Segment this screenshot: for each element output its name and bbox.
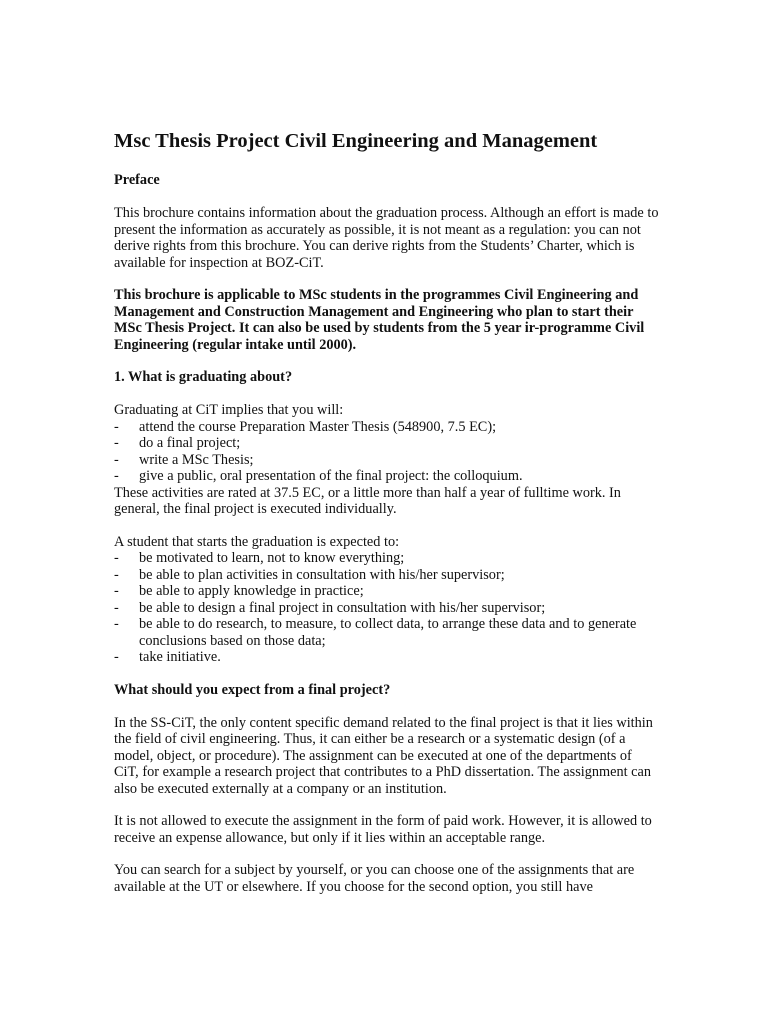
graduating-list bbox=[114, 419, 659, 485]
student-list bbox=[114, 550, 659, 666]
section1-heading: 1. What is graduating about? bbox=[114, 369, 293, 385]
list-item-text: write a MSc Thesis; bbox=[139, 451, 254, 468]
list-item bbox=[114, 600, 659, 617]
graduating-intro: Graduating at CiT implies that you will: bbox=[114, 402, 344, 418]
dash-bullet: - bbox=[114, 599, 119, 616]
list-item bbox=[114, 649, 659, 666]
preface-heading: Preface bbox=[114, 172, 160, 188]
list-item bbox=[114, 616, 659, 649]
list-item bbox=[114, 435, 659, 452]
search-paragraph: You can search for a subject by yourself, or you can choose one of the assignments that are available at the UT or elsewhere. If you choose for the second option, you still have bbox=[114, 862, 635, 895]
dash-bullet: - bbox=[114, 616, 119, 632]
list-item-text: be able to plan activities in consultation with his/her supervisor; bbox=[139, 566, 505, 583]
list-item bbox=[114, 567, 659, 584]
list-item-text: give a public, oral presentation of the final project: the colloquium. bbox=[139, 468, 523, 484]
list-item-text: be able to design a final project in consultation with his/her supervisor; bbox=[139, 599, 546, 616]
document-title: Msc Thesis Project Civil Engineering and Management bbox=[114, 130, 598, 152]
list-item-text: be motivated to learn, not to know everything; bbox=[139, 550, 405, 566]
paid-work-paragraph: It is not allowed to execute the assignment in the form of paid work. However, it is allowed to receive an expense allowance, but only if it lies within an acceptable range. bbox=[114, 813, 652, 846]
dash-bullet: - bbox=[114, 451, 119, 468]
list-item bbox=[114, 583, 659, 600]
list-item-text: take initiative. bbox=[139, 649, 221, 665]
dash-bullet: - bbox=[114, 550, 119, 566]
dash-bullet: - bbox=[114, 468, 119, 484]
graduating-after-paragraph: These activities are rated at 37.5 EC, or a little more than half a year of fulltime work. In general, the final project is executed individually. bbox=[114, 484, 621, 517]
list-item-text: do a final project; bbox=[139, 435, 241, 451]
section2-heading: What should you expect from a final project? bbox=[114, 681, 391, 698]
ss-cit-paragraph: In the SS-CiT, the only content specific demand related to the final project is that it lies within the field of civil engineering. Thus, it can either be a research or a systematic design (of a model, object, or procedure). The assignment can be executed at one of the departments of CiT, for example a research project that contributes to a PhD dissertation. The assignment can also be executed externally at a company or an institution. bbox=[114, 714, 653, 797]
list-item bbox=[114, 468, 659, 485]
list-item bbox=[114, 452, 659, 469]
list-item bbox=[114, 419, 659, 436]
dash-bullet: - bbox=[114, 566, 119, 583]
student-intro: A student that starts the graduation is expected to: bbox=[114, 533, 400, 550]
list-item-text: be able to do research, to measure, to collect data, to arrange these data and to generate conclusions based on those data; bbox=[139, 616, 637, 649]
applicability-paragraph: This brochure is applicable to MSc students in the programmes Civil Engineering and Management and Construction Management and Engineering who plan to start their MSc Thesis Project. It can also be used by students from the 5 year ir-programme Civil Engineering (regular intake until 2000). bbox=[114, 287, 645, 353]
preface-paragraph: This brochure contains information about the graduation process. Although an effort is made to present the information as accurately as possible, it is not meant as a regulation: you can not derive rights from this brochure. You can derive rights from the Students’ Charter, which is available for inspection at BOZ-CiT. bbox=[114, 205, 659, 271]
list-item bbox=[114, 550, 659, 567]
spacer bbox=[114, 666, 659, 682]
dash-bullet: - bbox=[114, 583, 119, 599]
list-item-text: attend the course Preparation Master Thesis (548900, 7.5 EC); bbox=[139, 418, 497, 435]
dash-bullet: - bbox=[114, 435, 119, 451]
dash-bullet: - bbox=[114, 418, 119, 435]
dash-bullet: - bbox=[114, 649, 119, 665]
document-body bbox=[114, 128, 659, 911]
list-item-text: be able to apply knowledge in practice; bbox=[139, 583, 364, 599]
